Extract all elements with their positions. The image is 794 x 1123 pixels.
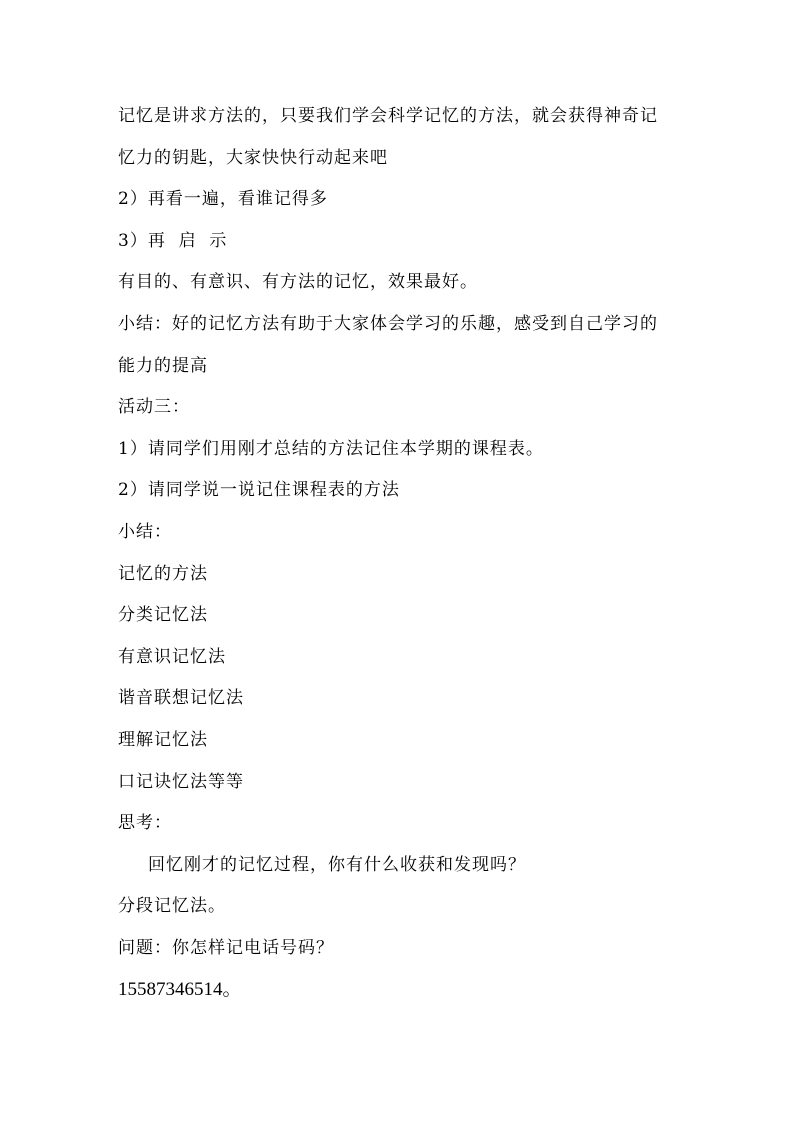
step-line: 3）再 启 示 [118,230,228,251]
question-line: 问题：你怎样记电话号码？ [118,937,334,958]
paragraph-line: 分段记忆法。 [118,896,226,917]
paragraph-line: 记忆是讲求方法的，只要我们学会科学记忆的方法，就会获得神奇记 [118,106,658,126]
question-line: 回忆刚才的记忆过程，你有什么收获和发现吗？ [148,854,526,875]
step-line: 2）请同学说一说记住课程表的方法 [118,480,400,501]
paragraph-line: 有目的、有意识、有方法的记忆，效果最好。 [118,272,478,293]
summary-line: 小结：好的记忆方法有助于大家体会学习的乐趣，感受到自己学习的 [118,313,658,334]
method-item: 分类记忆法 [118,605,208,626]
method-item: 口记诀忆法等等 [118,771,244,792]
thinking-heading: 思考： [118,813,172,834]
activity-heading: 活动三： [118,397,190,418]
method-item: 有意识记忆法 [118,646,226,667]
paragraph-line: 忆力的钥匙，大家快快行动起来吧 [118,147,388,168]
method-list-title: 记忆的方法 [118,563,208,584]
summary-line: 能力的提高 [118,355,208,376]
document-body [118,96,698,1011]
method-item: 理解记忆法 [118,729,208,750]
phone-number-line: 15587346514。 [118,979,242,1001]
method-item: 谐音联想记忆法 [118,688,244,709]
step-line: 1）请同学们用刚才总结的方法记住本学期的课程表。 [118,438,544,459]
summary-heading: 小结： [118,521,172,542]
step-line: 2）再看一遍，看谁记得多 [118,189,328,210]
